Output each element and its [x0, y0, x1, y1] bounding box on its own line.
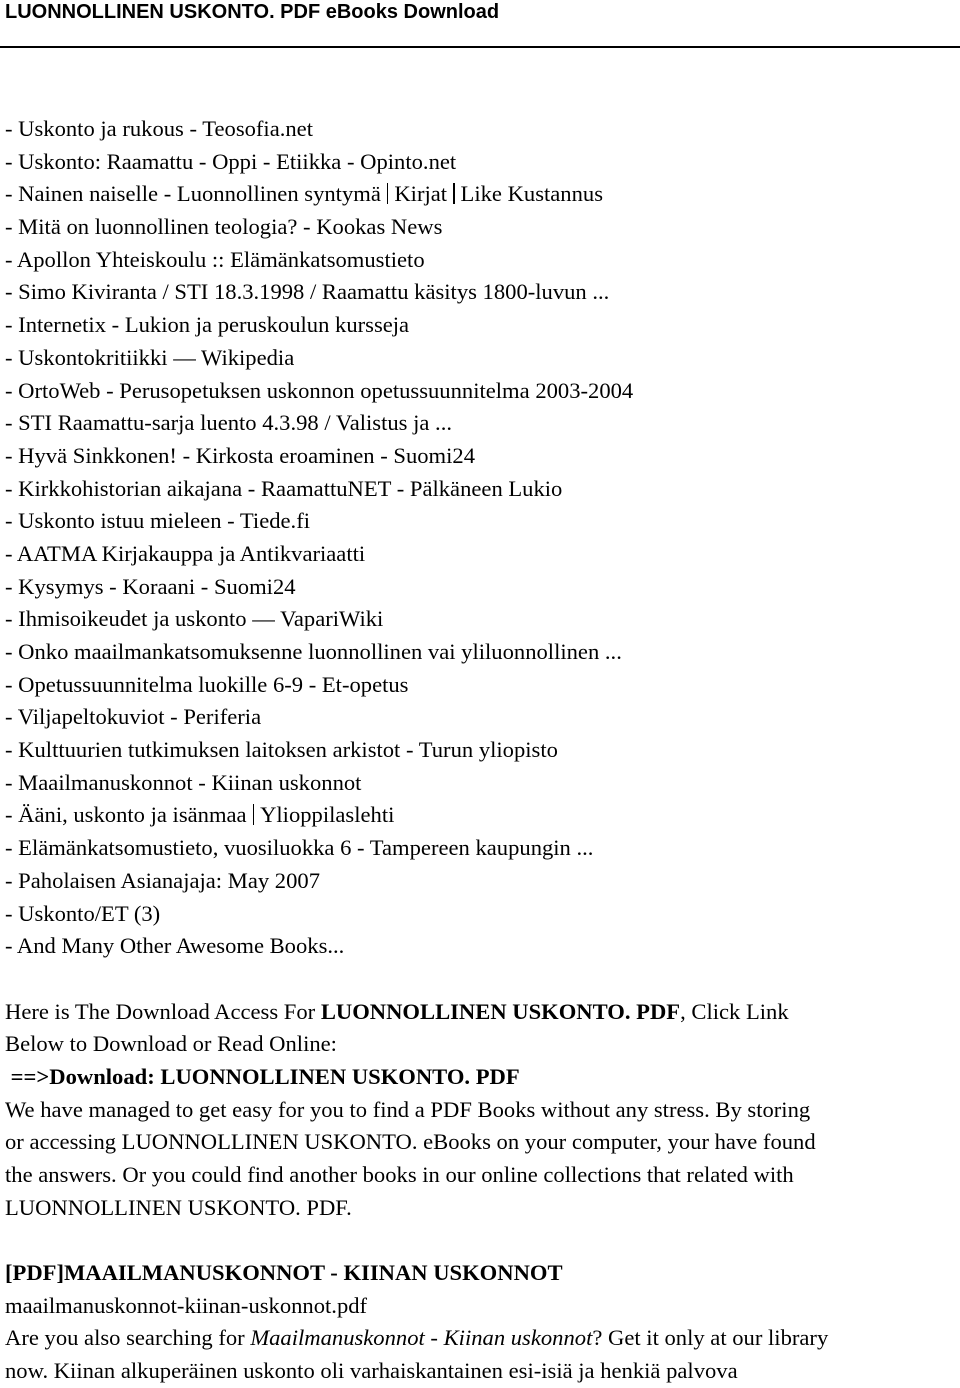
- related-link-text: Kirjat: [394, 181, 448, 207]
- pdf-desc-suffix: ? Get it only at our library: [592, 1325, 829, 1351]
- separator-bar: [387, 183, 389, 204]
- pdf-desc-prefix: Are you also searching for: [5, 1325, 251, 1351]
- related-link-item[interactable]: - Uskonto: Raamattu - Oppi - Etiikka - Opinto.net: [5, 148, 457, 174]
- separator-bar: [253, 804, 255, 825]
- related-link-text: - Nainen naiselle - Luonnollinen syntymä: [5, 181, 381, 207]
- pdf-section-title: [PDF]MAAILMANUSKONNOT - KIINAN USKONNOT: [5, 1260, 563, 1286]
- access-title: LUONNOLLINEN USKONTO. PDF: [320, 998, 681, 1024]
- header-divider: [0, 46, 960, 48]
- related-link-item[interactable]: - Kysymys - Koraani - Suomi24: [5, 573, 296, 599]
- pdf-filename: maailmanuskonnot-kiinan-uskonnot.pdf: [5, 1292, 368, 1318]
- pdf-desc-italic: Maailmanuskonnot - Kiinan uskonnot: [250, 1325, 593, 1351]
- related-link-item[interactable]: - And Many Other Awesome Books...: [5, 933, 345, 959]
- related-link-item[interactable]: - Uskontokritiikki — Wikipedia: [5, 344, 295, 370]
- document-body: [5, 113, 955, 1388]
- related-link-item[interactable]: - Viljapeltokuviot - Periferia: [5, 704, 262, 730]
- page-header-title: LUONNOLLINEN USKONTO. PDF eBooks Download: [5, 1, 500, 23]
- related-link-text: Like Kustannus: [460, 181, 603, 207]
- related-link-item[interactable]: - Onko maailmankatsomuksenne luonnollinen vai yliluonnollinen ...: [5, 639, 622, 664]
- related-link-item[interactable]: - Elämänkatsomustieto, vuosiluokka 6 - Tampereen kaupungin ...: [5, 835, 594, 861]
- download-link[interactable]: ==>Download: LUONNOLLINEN USKONTO. PDF: [5, 1063, 520, 1089]
- related-link-item[interactable]: - Opetussuunnitelma luokille 6-9 - Et-opetus: [5, 671, 409, 697]
- related-link-item[interactable]: - Uskonto istuu mieleen - Tiede.fi: [5, 508, 310, 534]
- related-link-item[interactable]: - Internetix - Lukion ja peruskoulun kursseja: [5, 312, 410, 338]
- related-link-item[interactable]: - OrtoWeb - Perusopetuksen uskonnon opetussuunnitelma 2003-2004: [5, 377, 634, 403]
- paragraph-line: We have managed to get easy for you to find a PDF Books without any stress. By storing: [5, 1096, 811, 1122]
- related-link-item[interactable]: [5, 178, 955, 211]
- related-links-list: [5, 113, 955, 963]
- related-link-item[interactable]: - Mitä on luonnollinen teologia? - Kookas News: [5, 214, 443, 240]
- related-link-item[interactable]: - Hyvä Sinkkonen! - Kirkosta eroaminen - Suomi24: [5, 442, 475, 468]
- related-link-item[interactable]: - Apollon Yhteiskoulu :: Elämänkatsomustieto: [5, 246, 425, 272]
- related-link-text: Ylioppilaslehti: [260, 802, 395, 828]
- spacer: [5, 1224, 955, 1257]
- related-link-item[interactable]: - Uskonto ja rukous - Teosofia.net: [5, 116, 313, 141]
- paragraph-line: the answers. Or you could find another books in our online collections that related with: [5, 1162, 794, 1187]
- related-link-item[interactable]: - Kulttuurien tutkimuksen laitoksen arkistot - Turun yliopisto: [5, 737, 558, 763]
- access-line: [5, 996, 955, 1029]
- related-link-item[interactable]: - Maailmanuskonnot - Kiinan uskonnot: [5, 769, 362, 795]
- access-suffix: , Click Link: [680, 998, 789, 1024]
- related-link-item[interactable]: - Ihmisoikeudet ja uskonto — VapariWiki: [5, 606, 384, 632]
- related-link-item[interactable]: - STI Raamattu-sarja luento 4.3.98 / Valistus ja ...: [5, 410, 452, 436]
- paragraph-line: LUONNOLLINEN USKONTO. PDF.: [5, 1194, 352, 1220]
- related-link-item[interactable]: [5, 799, 955, 832]
- pdf-description-line-2: now. Kiinan alkuperäinen uskonto oli varhaiskantainen esi-isiä ja henkiä palvova: [5, 1358, 738, 1384]
- related-link-text: - Ääni, uskonto ja isänmaa: [5, 802, 247, 828]
- related-link-item[interactable]: - Paholaisen Asianajaja: May 2007: [5, 867, 320, 893]
- related-link-item[interactable]: - Kirkkohistorian aikajana - RaamattuNET - Pälkäneen Lukio: [5, 475, 563, 501]
- separator-bar: [453, 183, 455, 204]
- related-link-item[interactable]: - AATMA Kirjakauppa ja Antikvariaatti: [5, 540, 366, 566]
- spacer: [5, 963, 955, 996]
- related-link-item[interactable]: - Uskonto/ET (3): [5, 900, 161, 926]
- access-prefix: Here is The Download Access For: [5, 998, 321, 1024]
- related-link-item[interactable]: - Simo Kiviranta / STI 18.3.1998 / Raamattu käsitys 1800-luvun ...: [5, 279, 610, 305]
- paragraph-line: or accessing LUONNOLLINEN USKONTO. eBooks on your computer, your have found: [5, 1129, 816, 1155]
- access-line-2: Below to Download or Read Online:: [5, 1031, 337, 1057]
- pdf-description-line: [5, 1322, 955, 1355]
